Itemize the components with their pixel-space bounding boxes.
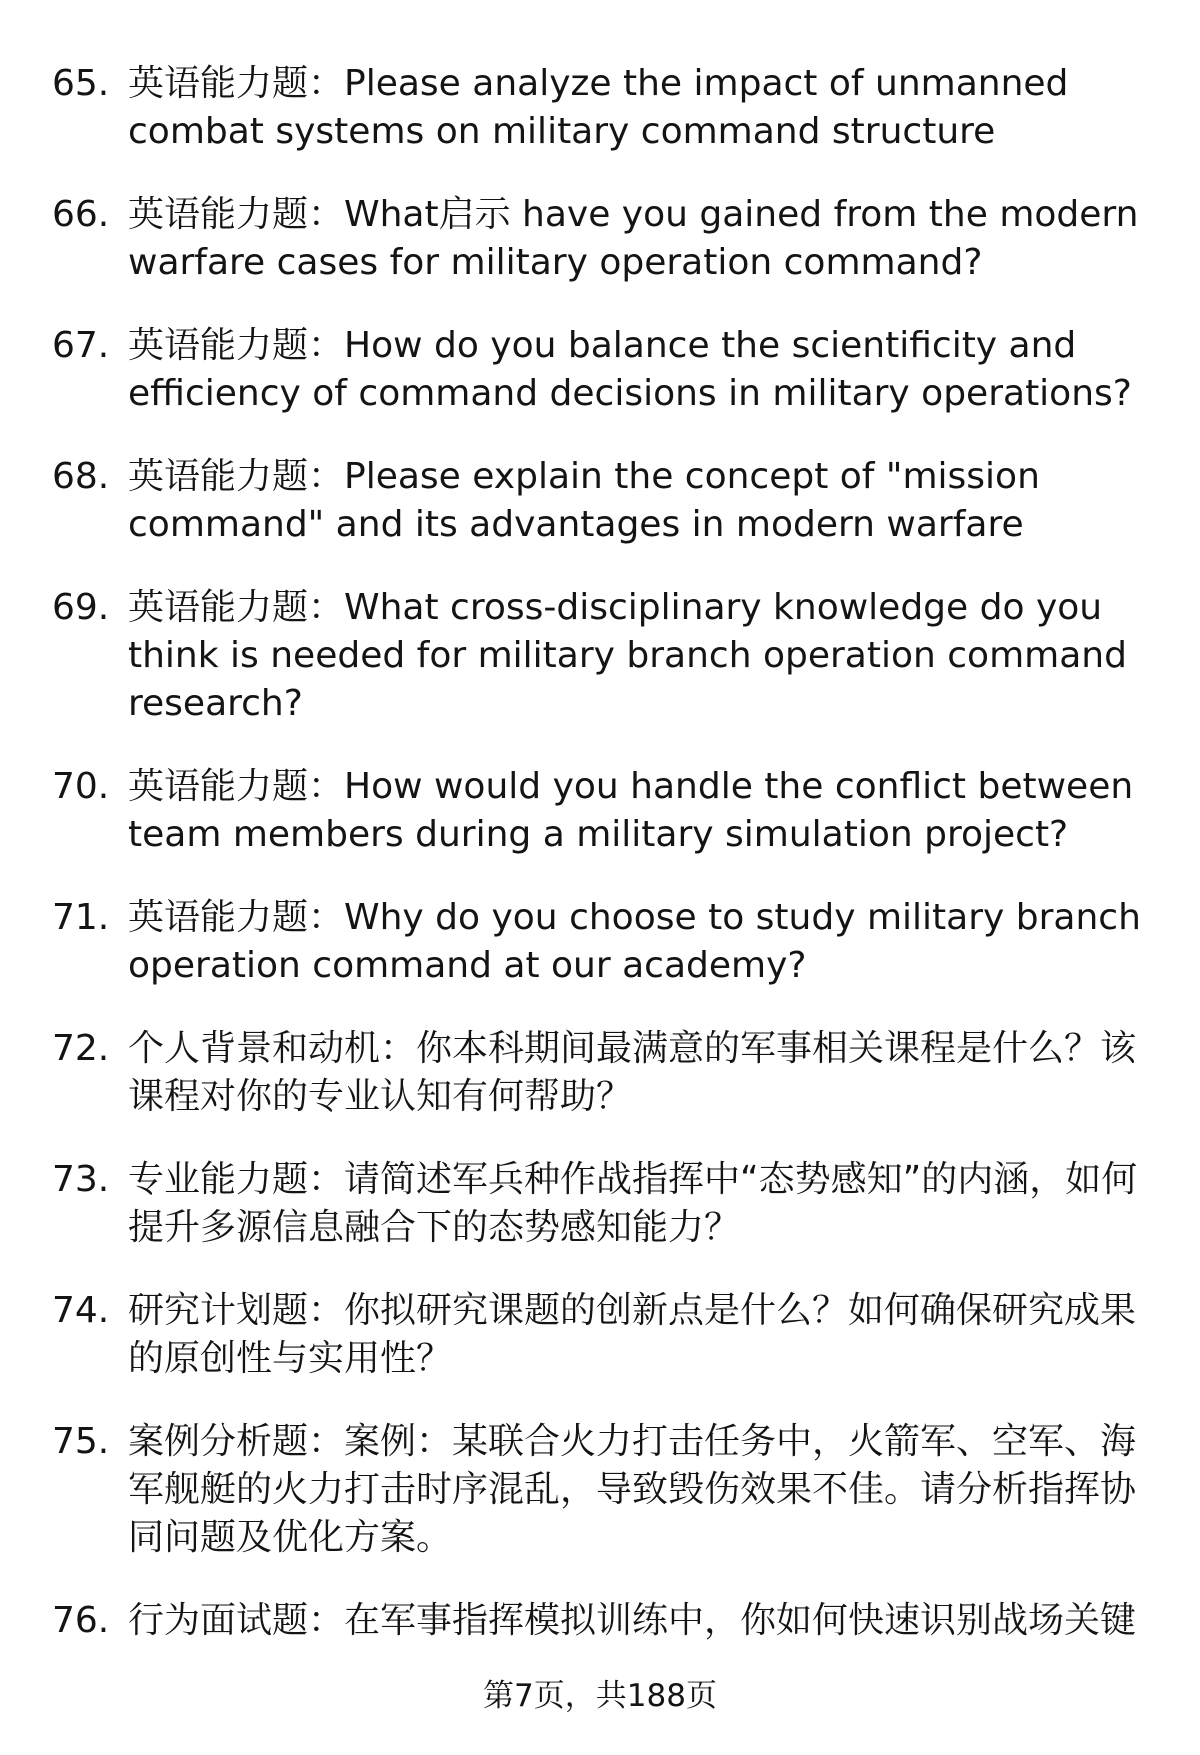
question-item <box>52 1025 1152 1121</box>
question-number: 66. <box>52 194 110 235</box>
question-number: 70. <box>52 766 110 807</box>
question-number: 67. <box>52 325 110 366</box>
question-item <box>52 322 1152 418</box>
question-list <box>52 60 1152 1680</box>
question-text: 英语能力题：How do you balance the scientificity and efficiency of command decisions in military operations? <box>128 325 1132 414</box>
question-item <box>52 453 1152 549</box>
question-text: 专业能力题：请简述军兵种作战指挥中“态势感知”的内涵，如何提升多源信息融合下的态势感知能力？ <box>128 1159 1138 1248</box>
question-text: 个人背景和动机：你本科期间最满意的军事相关课程是什么？该课程对你的专业认知有何帮助？ <box>128 1028 1137 1117</box>
question-text: 研究计划题：你拟研究课题的创新点是什么？如何确保研究成果的原创性与实用性？ <box>128 1290 1137 1379</box>
question-item <box>52 1597 1152 1645</box>
question-item <box>52 60 1152 156</box>
question-item <box>52 1156 1152 1252</box>
question-number: 68. <box>52 456 110 497</box>
page-number-footer: 第7页，共188页 <box>483 1678 717 1714</box>
question-item <box>52 584 1152 728</box>
question-text: 英语能力题：Please explain the concept of "mission command" and its advantages in modern warfare <box>128 456 1040 545</box>
question-item <box>52 1418 1152 1562</box>
question-text: 英语能力题：What cross-disciplinary knowledge do you think is needed for military branch operation command research? <box>128 587 1127 724</box>
question-item <box>52 191 1152 287</box>
question-text: 行为面试题：在军事指挥模拟训练中，你如何快速识别战场关键 <box>128 1600 1137 1641</box>
question-item <box>52 1287 1152 1383</box>
question-text: 英语能力题：What启示 have you gained from the modern warfare cases for military operation command? <box>128 194 1139 283</box>
question-number: 75. <box>52 1421 110 1462</box>
question-text: 案例分析题：案例：某联合火力打击任务中，火箭军、空军、海军舰艇的火力打击时序混乱，导致毁伤效果不佳。请分析指挥协同问题及优化方案。 <box>128 1421 1137 1558</box>
question-number: 73. <box>52 1159 110 1200</box>
question-item <box>52 894 1152 990</box>
question-number: 71. <box>52 897 110 938</box>
question-number: 65. <box>52 63 110 104</box>
question-text: 英语能力题：Please analyze the impact of unmanned combat systems on military command structure <box>128 63 1069 152</box>
question-text: 英语能力题：How would you handle the conflict between team members during a military simulation project? <box>128 766 1134 855</box>
question-item <box>52 763 1152 859</box>
question-text: 英语能力题：Why do you choose to study military branch operation command at our academy? <box>128 897 1141 986</box>
question-number: 69. <box>52 587 110 628</box>
question-number: 76. <box>52 1600 110 1641</box>
question-number: 74. <box>52 1290 110 1331</box>
question-number: 72. <box>52 1028 110 1069</box>
